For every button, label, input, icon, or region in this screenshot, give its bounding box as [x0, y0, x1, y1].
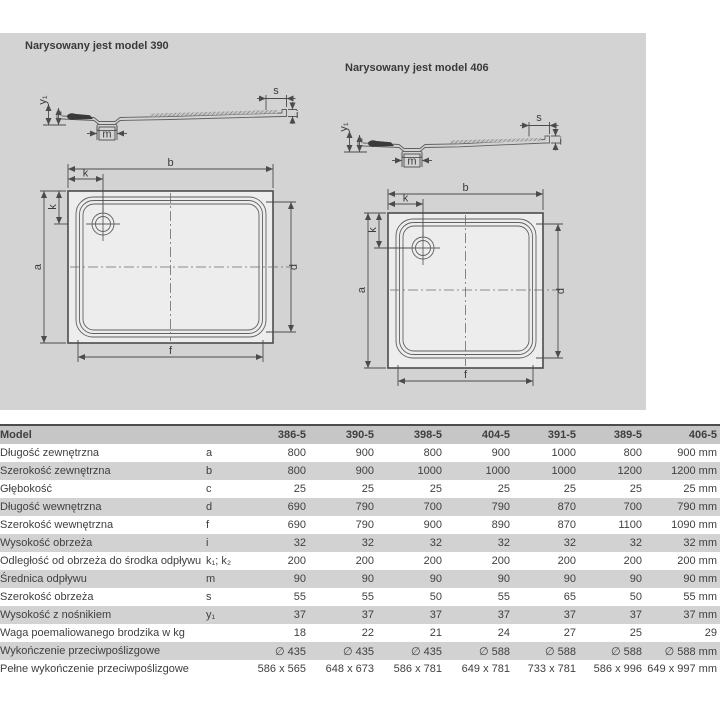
value-cell: 37: [293, 609, 306, 621]
value-cell: 1000: [485, 465, 510, 477]
col-header-389-5: 389-5: [613, 429, 642, 441]
value-cell: 800: [423, 447, 442, 459]
value-cell: 1200: [617, 465, 642, 477]
table-row: [0, 642, 720, 660]
value-cell: 37: [629, 609, 642, 621]
drawing-caption-model-406: Narysowany jest model 406: [345, 62, 489, 74]
col-header-404-5: 404-5: [481, 429, 510, 441]
value-cell: 32 mm: [683, 537, 717, 549]
symbol-cell: [206, 642, 246, 660]
antislip-band-406: [450, 138, 541, 143]
symbol-cell: f: [206, 519, 210, 531]
value-cell: 25: [429, 483, 442, 495]
value-cell: ∅ 588 mm: [664, 645, 717, 658]
symbol-cell: d: [206, 501, 213, 513]
symbol-cell: s: [206, 591, 212, 603]
antislip-band-390: [150, 110, 278, 117]
value-cell: 200: [355, 555, 374, 567]
dim-label-d-390: d: [288, 263, 300, 271]
value-cell: 32: [629, 537, 642, 549]
col-header-406-5: 406-5: [688, 429, 717, 441]
value-cell: 32: [293, 537, 306, 549]
value-cell: 790: [355, 519, 374, 531]
value-cell: 32: [361, 537, 374, 549]
col-header-model: Model: [0, 429, 32, 441]
value-cell: 90: [293, 573, 306, 585]
row-label-cell: Wykończenie przeciwpoślizgowe: [0, 645, 161, 657]
dim-label-i-390: i: [296, 109, 299, 121]
dim-label-s-406: s: [536, 112, 542, 124]
symbol-cell: a: [206, 447, 213, 459]
value-cell: 22: [361, 627, 374, 639]
value-cell: 90: [629, 573, 642, 585]
dim-label-y1-390: y₁: [37, 95, 49, 105]
value-cell: 21: [429, 627, 442, 639]
dim-label-k-left-390: k: [47, 204, 59, 210]
col-header-391-5: 391-5: [547, 429, 576, 441]
value-cell: 900 mm: [677, 447, 717, 459]
table-row: [0, 606, 720, 624]
col-header-390-5: 390-5: [345, 429, 374, 441]
row-label-cell: Odległość od obrzeża do środka odpływu: [0, 555, 202, 567]
dim-label-m-390: m: [102, 128, 112, 141]
symbol-cell: [206, 660, 246, 678]
value-cell: 900: [355, 465, 374, 477]
dim-label-f-390: f: [168, 345, 173, 357]
value-cell: 800: [287, 447, 306, 459]
value-cell: 32: [497, 537, 510, 549]
value-cell: 648 x 673: [325, 663, 374, 675]
value-cell: 50: [429, 591, 442, 603]
dim-label-k-left-406: k: [367, 227, 379, 233]
value-cell: 900: [355, 447, 374, 459]
dim-label-y1-406: y₁: [338, 122, 350, 132]
drawing-caption-model-390: Narysowany jest model 390: [25, 40, 169, 52]
symbol-cell: b: [206, 465, 213, 477]
value-cell: 55: [497, 591, 510, 603]
value-cell: 25: [629, 627, 642, 639]
dim-label-k-top-390: k: [82, 167, 89, 180]
value-cell: 18: [293, 627, 306, 639]
dim-label-m-406: m: [407, 155, 417, 168]
value-cell: 800: [287, 465, 306, 477]
value-cell: 25 mm: [683, 483, 717, 495]
table-row: [0, 498, 720, 516]
value-cell: 790: [355, 501, 374, 513]
value-cell: 700: [423, 501, 442, 513]
value-cell: 900: [491, 447, 510, 459]
value-cell: 55 mm: [683, 591, 717, 603]
dim-label-i-406: i: [559, 135, 562, 148]
value-cell: 890: [491, 519, 510, 531]
col-header-symbol: [206, 425, 246, 444]
table-row: [0, 588, 720, 606]
value-cell: 649 x 997 mm: [647, 663, 717, 675]
value-cell: 37: [497, 609, 510, 621]
value-cell: 200: [623, 555, 642, 567]
value-cell: ∅ 435: [275, 645, 306, 658]
value-cell: 55: [293, 591, 306, 603]
value-cell: 690: [287, 501, 306, 513]
value-cell: ∅ 588: [479, 645, 510, 658]
row-label-cell: Długość zewnętrzna: [0, 447, 100, 459]
value-cell: 733 x 781: [527, 663, 576, 675]
value-cell: 25: [497, 483, 510, 495]
value-cell: ∅ 588: [545, 645, 576, 658]
dim-label-s-390: s: [273, 85, 279, 97]
value-cell: 55: [361, 591, 374, 603]
value-cell: 37 mm: [683, 609, 717, 621]
value-cell: 200 mm: [677, 555, 717, 567]
value-cell: 25: [293, 483, 306, 495]
table-row: [0, 462, 720, 480]
symbol-cell: [206, 624, 246, 642]
value-cell: 870: [557, 501, 576, 513]
symbol-cell: i: [206, 537, 209, 549]
value-cell: 25: [563, 483, 576, 495]
value-cell: 29: [704, 627, 717, 639]
table-row: [0, 624, 720, 642]
row-label-cell: Pełne wykończenie przeciwpoślizgowe: [0, 663, 189, 675]
value-cell: 586 x 781: [393, 663, 442, 675]
value-cell: 90: [563, 573, 576, 585]
value-cell: 24: [497, 627, 510, 639]
dim-label-k-top-406: k: [402, 192, 409, 205]
row-label-cell: Waga poemaliowanego brodzika w kg: [0, 627, 185, 639]
value-cell: 200: [491, 555, 510, 567]
table-row: [0, 516, 720, 534]
value-cell: 37: [361, 609, 374, 621]
value-cell: 200: [287, 555, 306, 567]
plan-view-390: [32, 157, 300, 362]
dim-label-a-390: a: [32, 263, 44, 271]
value-cell: 790: [491, 501, 510, 513]
value-cell: 37: [563, 609, 576, 621]
symbol-cell: y₁: [206, 609, 216, 621]
plan-view-406: [356, 182, 567, 386]
row-label-cell: Szerokość zewnętrzna: [0, 465, 111, 477]
value-cell: ∅ 435: [411, 645, 442, 658]
value-cell: 90: [361, 573, 374, 585]
value-cell: 25: [629, 483, 642, 495]
value-cell: 200: [423, 555, 442, 567]
value-cell: 90 mm: [683, 573, 717, 585]
table-header-row: [0, 425, 720, 444]
value-cell: 37: [429, 609, 442, 621]
col-header-386-5: 386-5: [277, 429, 306, 441]
value-cell: 1200 mm: [671, 465, 717, 477]
value-cell: 1100: [618, 519, 642, 531]
dim-label-b-406: b: [462, 182, 469, 194]
table-row: [0, 570, 720, 588]
value-cell: 800: [623, 447, 642, 459]
value-cell: 690: [287, 519, 306, 531]
symbol-cell: m: [206, 573, 216, 585]
value-cell: 32: [429, 537, 442, 549]
dim-label-a-406: a: [356, 286, 368, 294]
table-row: [0, 480, 720, 498]
value-cell: 65: [563, 591, 576, 603]
dim-label-d-406: d: [555, 287, 567, 295]
row-label-cell: Długość wewnętrzna: [0, 501, 102, 513]
row-label-cell: Wysokość obrzeża: [0, 537, 93, 549]
row-label-cell: Głębokość: [0, 483, 52, 495]
value-cell: 90: [429, 573, 442, 585]
row-label-cell: Średnica odpływu: [0, 573, 87, 585]
value-cell: ∅ 588: [611, 645, 642, 658]
row-label-cell: Szerokość wewnętrzna: [0, 519, 114, 531]
value-cell: 1000: [417, 465, 442, 477]
value-cell: 32: [563, 537, 576, 549]
value-cell: 50: [629, 591, 642, 603]
symbol-cell: c: [206, 483, 212, 495]
value-cell: 25: [361, 483, 374, 495]
dim-label-b-390: b: [167, 157, 174, 169]
row-label-cell: Wysokość z nośnikiem: [0, 609, 112, 621]
row-label-cell: Szerokość obrzeża: [0, 591, 94, 603]
table-row: [0, 660, 720, 678]
value-cell: 900: [423, 519, 442, 531]
value-cell: 649 x 781: [461, 663, 510, 675]
value-cell: 1000: [551, 465, 576, 477]
value-cell: 586 x 996: [593, 663, 642, 675]
value-cell: 700: [623, 501, 642, 513]
value-cell: 27: [563, 627, 576, 639]
table-row: [0, 552, 720, 570]
dim-label-f-406: f: [463, 369, 468, 381]
value-cell: 790 mm: [677, 501, 717, 513]
value-cell: 586 x 565: [257, 663, 306, 675]
value-cell: 1000: [551, 447, 576, 459]
table-row: [0, 444, 720, 462]
spec-table: [0, 424, 720, 678]
value-cell: 200: [557, 555, 576, 567]
value-cell: ∅ 435: [343, 645, 374, 658]
value-cell: 90: [497, 573, 510, 585]
cross-section-390: [37, 85, 298, 141]
table-row: [0, 534, 720, 552]
col-header-398-5: 398-5: [413, 429, 442, 441]
value-cell: 1090 mm: [671, 519, 717, 531]
symbol-cell: k₁; k₂: [206, 555, 232, 567]
cross-section-406: [338, 112, 562, 168]
value-cell: 870: [557, 519, 576, 531]
